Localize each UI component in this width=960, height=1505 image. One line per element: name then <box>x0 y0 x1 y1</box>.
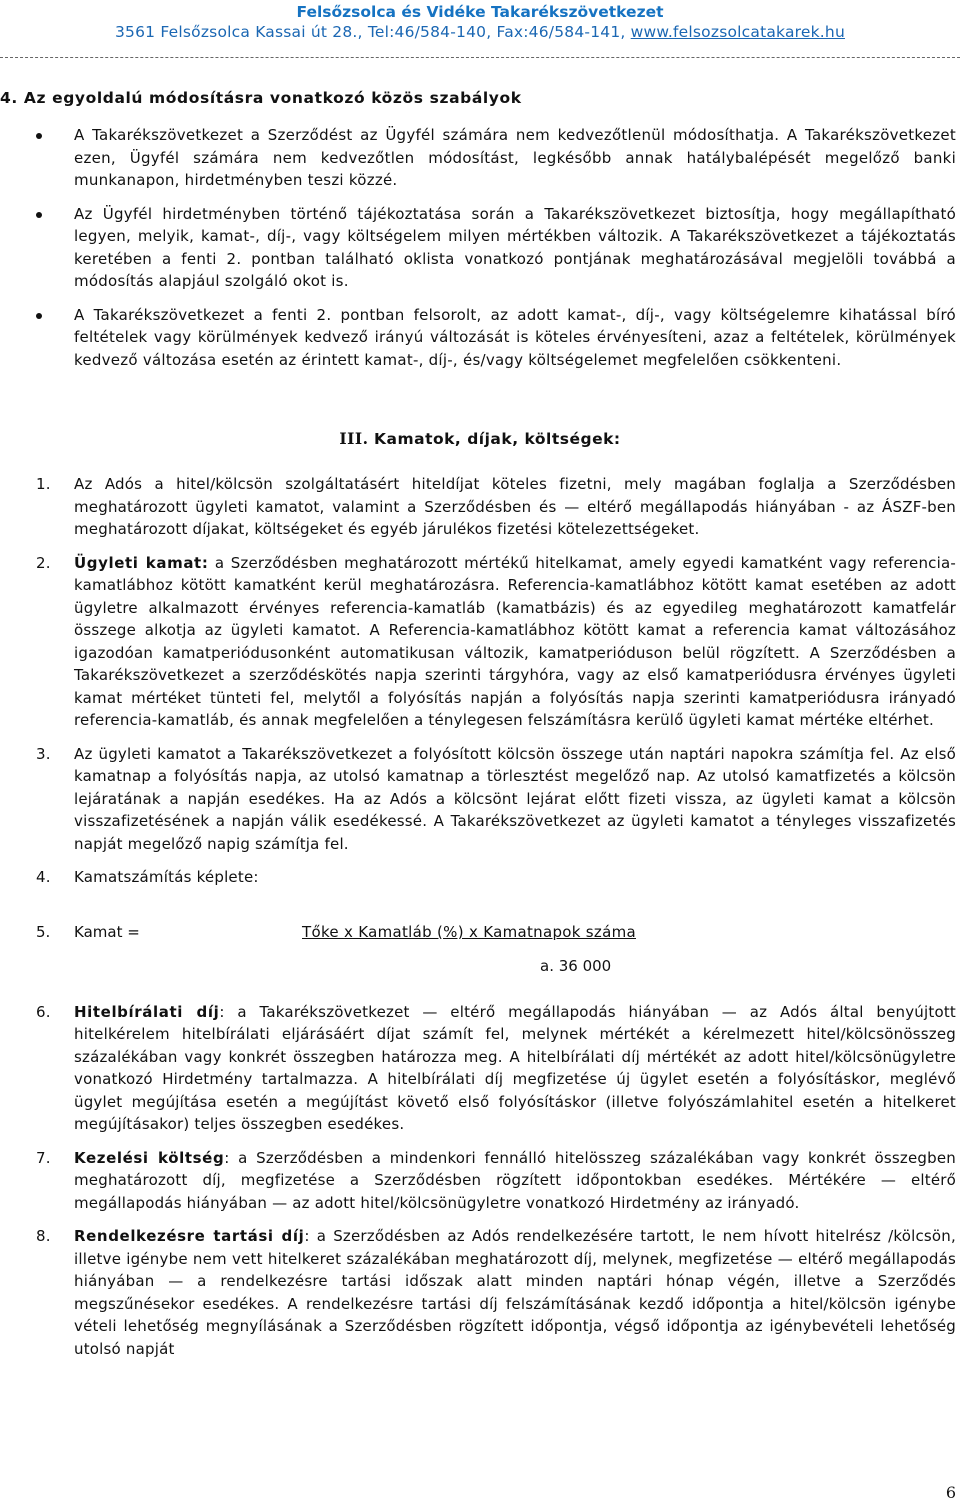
letterhead-contact <box>0 22 960 42</box>
list-item-text: Az Ügyfél hirdetményben történő tájékoztatása során a Takarékszövetkezet biztosítja, hogy megállapítható legyen, melyik, kamat-, díj-, vagy költségelem milyen mértékben változik. A Takarékszövetkezet a tájékoztatás keretében a fenti 2. pontban található oklista vonatkozó pontjának meghatározásával megjelöli továbbá a módosítás alapjául szolgáló okot is. <box>74 204 956 290</box>
numbered-list <box>0 473 960 1371</box>
formula-lhs: Kamat = <box>74 922 140 941</box>
bullet-icon <box>36 313 42 319</box>
item-text: : a Takarékszövetkezet — eltérő megállapodás hiányában — az Adós által benyújtott hitelkérelem hitelbírálati eljárásáért díjat számít fel, melynek mértékét a kérelmezett hitel/kölcsönösszeg százalékában vagy konkrét összegben határozza meg. A hitelbírálati díj mértékét az adott hitel/kölcsönügyletre vonatkozó Hirdetmény tartalmazza. A hitelbírálati díj megfizetése új ügylet esetén a folyósításkor, meglévő ügylet megújítása esetén a megújítást követő első folyósításkor (illetve folyószámlahitel esetén a hitelkeret megújításakor) teljes összegben esedékes. <box>74 1002 956 1133</box>
item-term: Kezelési költség <box>74 1148 225 1167</box>
item-text: Az Adós a hitel/kölcsön szolgáltatásért hiteldíjat köteles fizetni, mely magában foglalja a Szerződésben meghatározott ügyleti kamatot, valamint a Szerződésben és — eltérő megállapodás hiányában - az ÁSZF-ben meghatározott díjakat, költségeket és egyéb járulékos fizetési kötelezettségeket. <box>74 475 956 538</box>
list-item <box>0 1225 956 1360</box>
item-text: : a Szerződésben a mindenkori fennálló hitelösszeg százalékában vagy konkrét összegben meghatározott díj, megfizetése a Szerződésben rögzített időpontokban esedékes. Mértékére — eltérő megállapodás hiányában — az adott hitel/kölcsönügyletre vonatkozó Hirdetmény az irányadó. <box>74 1148 956 1212</box>
item-text: : a Szerződésben az Adós rendelkezésére tartott, le nem hívott hitelrész /kölcsön, illetve igénybe nem vett hitelkeret százalékában meghatározott díj, melynek, megfizetése — eltérő megállapodás hiányában — a rendelkezésre tartási időszak alatt minden naptári hónap végén, illetve a Szerződés megszűnésekor esedékes. A rendelkezésre tartási díj felszámításának kezdő időpontja a hitel/kölcsön igénybe vételi lehetőség megnyílásának a Szerződésben rögzített időpontja, végső időpontja az igénybevételi lehetőség utolsó napját <box>74 1227 956 1358</box>
list-item <box>0 743 956 856</box>
item-number: 6. <box>36 1002 51 1021</box>
letterhead-address: 3561 Felsőzsolca Kassai út 28., <box>115 23 363 41</box>
item-text: a Szerződésben meghatározott mértékű hitelkamat, amely egyedi kamatként vagy referencia-kamatlábhoz kötött kamatként kerül meghatározásra. Referencia-kamatlábhoz kötött kamat esetében az adott ügyletre alkalmazott érvényes referencia-kamatláb (kamatbázis) és az egyedileg meghatározott kamatfelár összege alkotja az ügyleti kamatot. A Referencia-kamatlábhoz kötött kamat a referencia kamat változásához igazodóan kamatperiódusonként automatikusan változik, kamatperióduson belül rögzített. A Szerződésben a Takarékszövetkezet a szerződéskötés napja szerinti tárgyhóra, vagy az első kamatperiódusra érvényes ügyleti kamat mértéket tünteti fel, melytől a folyósítás napján a folyósítás napja szerinti kamatperiódusra irányadó referencia-kamatláb, és annak megfelelően a ténylegesen felszámításra kerülő ügyleti kamat mértéke eltérhet. <box>74 553 957 729</box>
formula-numerator: Tőke x Kamatláb (%) x Kamatnapok száma <box>302 922 636 941</box>
list-item <box>0 552 956 732</box>
header-divider <box>0 57 960 58</box>
letterhead <box>0 2 960 42</box>
list-item <box>0 1147 956 1215</box>
list-item <box>0 1001 956 1136</box>
formula-denominator: a. 36 000 <box>540 956 612 975</box>
item-number: 7. <box>36 1148 51 1167</box>
item-term: Ügyleti kamat: <box>74 553 209 572</box>
page-number: 6 <box>945 1483 956 1502</box>
list-item <box>0 304 956 372</box>
letterhead-name: Felsőzsolca és Vidéke Takarékszövetkezet <box>296 3 664 21</box>
item-number: 4. <box>36 868 51 886</box>
list-item <box>0 866 956 889</box>
letterhead-website-link[interactable]: www.felsozsolcatakarek.hu <box>630 23 845 41</box>
item-text: Kamatszámítás képlete: <box>74 868 259 886</box>
chapter-number: III. <box>339 429 369 448</box>
item-term: Hitelbírálati díj <box>74 1002 220 1021</box>
list-item-text: A Takarékszövetkezet a Szerződést az Ügyfél számára nem kedvezőtlenül módosíthatja. A Takarékszövetkezet ezen, Ügyfél számára nem kedvezőtlen módosítást, legkésőbb annak hatálybalépését megelőző banki munkanapon, hirdetményben teszi közzé. <box>74 126 956 189</box>
bullet-list <box>0 124 960 382</box>
chapter-title: Kamatok, díjak, költségek: <box>373 430 621 448</box>
list-item <box>0 124 956 192</box>
chapter-heading <box>0 429 960 448</box>
list-item <box>0 203 956 293</box>
letterhead-fax: Fax:46/584-141, <box>496 23 626 41</box>
item-text: Az ügyleti kamatot a Takarékszövetkezet a folyósított kölcsön összege után naptári napokra számítja fel. Az első kamatnap a folyósítás napja, az utolsó kamatnap a törlesztést megelőző nap. Az utolsó kamatfizetés a kölcsön lejáratának a napján esedékes. Ha az Adós a kölcsönt lejárat előtt fizeti vissza, az ügyleti kamat a kölcsön visszafizetésének a napján válik esedékessé. A Takarékszövetkezet az ügyleti kamatot a tényleges visszafizetés napját megelőző napig számítja fel. <box>74 744 956 853</box>
letterhead-tel: Tel:46/584-140, <box>367 23 492 41</box>
bullet-icon <box>36 133 42 139</box>
item-number: 2. <box>36 553 51 572</box>
bullet-icon <box>36 212 42 218</box>
interest-formula <box>0 923 960 1001</box>
list-item <box>0 473 956 541</box>
item-term: Rendelkezésre tartási díj <box>74 1227 305 1245</box>
item-number: 5. <box>36 922 51 941</box>
section-heading: 4. Az egyoldalú módosításra vonatkozó közös szabályok <box>0 89 522 107</box>
item-number: 1. <box>36 475 51 493</box>
item-number: 8. <box>36 1227 51 1245</box>
item-number: 3. <box>36 744 51 763</box>
list-item-text: A Takarékszövetkezet a fenti 2. pontban felsorolt, az adott kamat-, díj-, vagy költségelemre kihatással bíró feltételek vagy körülmények kedvező irányú változását is köteles érvényesíteni, azaz a feltételek, körülmények kedvező változása esetén az érintett kamat-, díj-, és/vagy költségelemet megfelelően csökkenteni. <box>74 305 956 369</box>
